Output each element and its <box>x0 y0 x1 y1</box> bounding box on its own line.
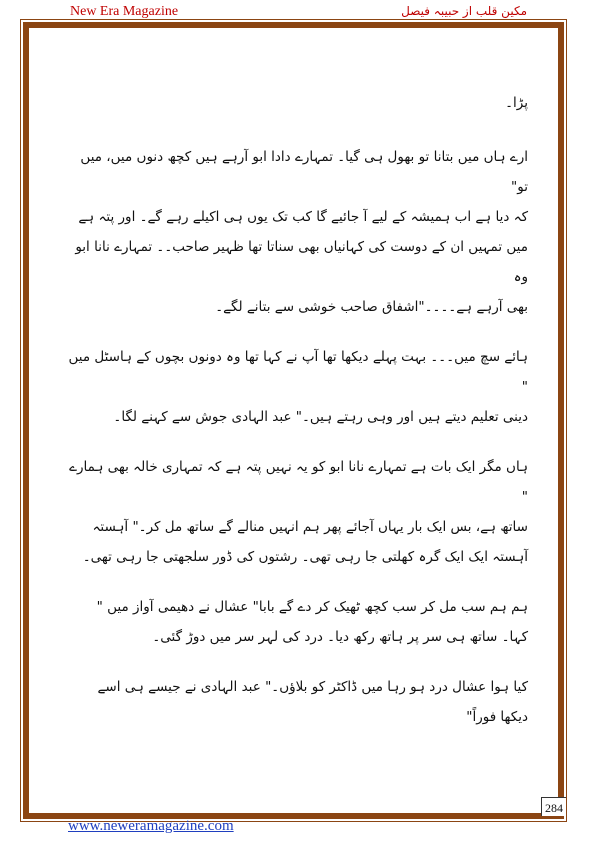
page-number: 284 <box>541 797 566 816</box>
text-line: ہاں مگر ایک بات ہے تمہارے نانا ابو کو یہ نہیں پتہ ہے کہ تمہاری خالہ بھی ہمارے " <box>69 459 528 505</box>
text-line: کہا۔ ساتھ ہی سر پر ہاتھ رکھ دیا۔ درد کی لہر سر میں دوڑ گئی۔ <box>152 629 528 645</box>
story-body <box>66 88 528 752</box>
text-line: آہستہ ایک ایک گرہ کھلتی جا رہی تھی۔ رشتوں کی ڈور سلجھتی جا رہی تھی۔ <box>82 549 528 565</box>
text-line: ہائے سچ میں۔۔۔ بہت پہلے دیکھا تھا آپ نے کہا تھا وہ دونوں بچوں کے ہاسٹل میں " <box>68 349 528 395</box>
text-line: ساتھ ہے، بس ایک بار یہاں آجائے پھر ہم انہیں منالے گے ساتھ مل کر۔" آہستہ <box>92 519 528 535</box>
text-line: دینی تعلیم دیتے ہیں اور وہی رہتے ہیں۔" عبد الہادی جوش سے کہنے لگا۔ <box>113 409 528 425</box>
text-line: کہ دیا ہے اب ہمیشہ کے لیے آ جائیے گا کب تک یوں ہی اکیلے رہے گے۔ اور پتہ ہے <box>78 209 528 225</box>
paragraph <box>66 88 528 118</box>
text-line: ارے ہاں میں بتانا تو بھول ہی گیا۔ تمہارے دادا ابو آرہے ہیں کچھ دنوں میں، میں تو" <box>80 149 528 195</box>
text-line: کیا ہوا عشال درد ہو رہا میں ڈاکٹر کو بلاؤں۔" عبد الہادی نے جیسے ہی اسے دیکھا فوراً" <box>97 679 528 725</box>
text-line: میں تمہیں ان کے دوست کی کہانیاں بھی سناتا تھا ظہیر صاحب۔۔ تمہارے نانا ابو وہ <box>75 239 528 285</box>
paragraph <box>66 592 528 652</box>
story-title: مکین قلب از حبیبہ فیصل <box>401 4 527 18</box>
paragraph <box>66 452 528 572</box>
website-link[interactable]: www.neweramagazine.com <box>68 818 234 834</box>
paragraph <box>66 672 528 732</box>
paragraph <box>66 342 528 432</box>
text-line: ہم ہم سب مل کر سب کچھ ٹھیک کر دے گے بابا" عشال نے دھیمی آواز میں " <box>96 599 528 615</box>
paragraph <box>66 142 528 322</box>
text-line: پڑا۔ <box>505 95 528 111</box>
magazine-name: New Era Magazine <box>70 4 179 19</box>
text-line: بھی آرہے ہے۔۔۔۔"اشفاق صاحب خوشی سے بتانے لگے۔ <box>215 299 528 315</box>
